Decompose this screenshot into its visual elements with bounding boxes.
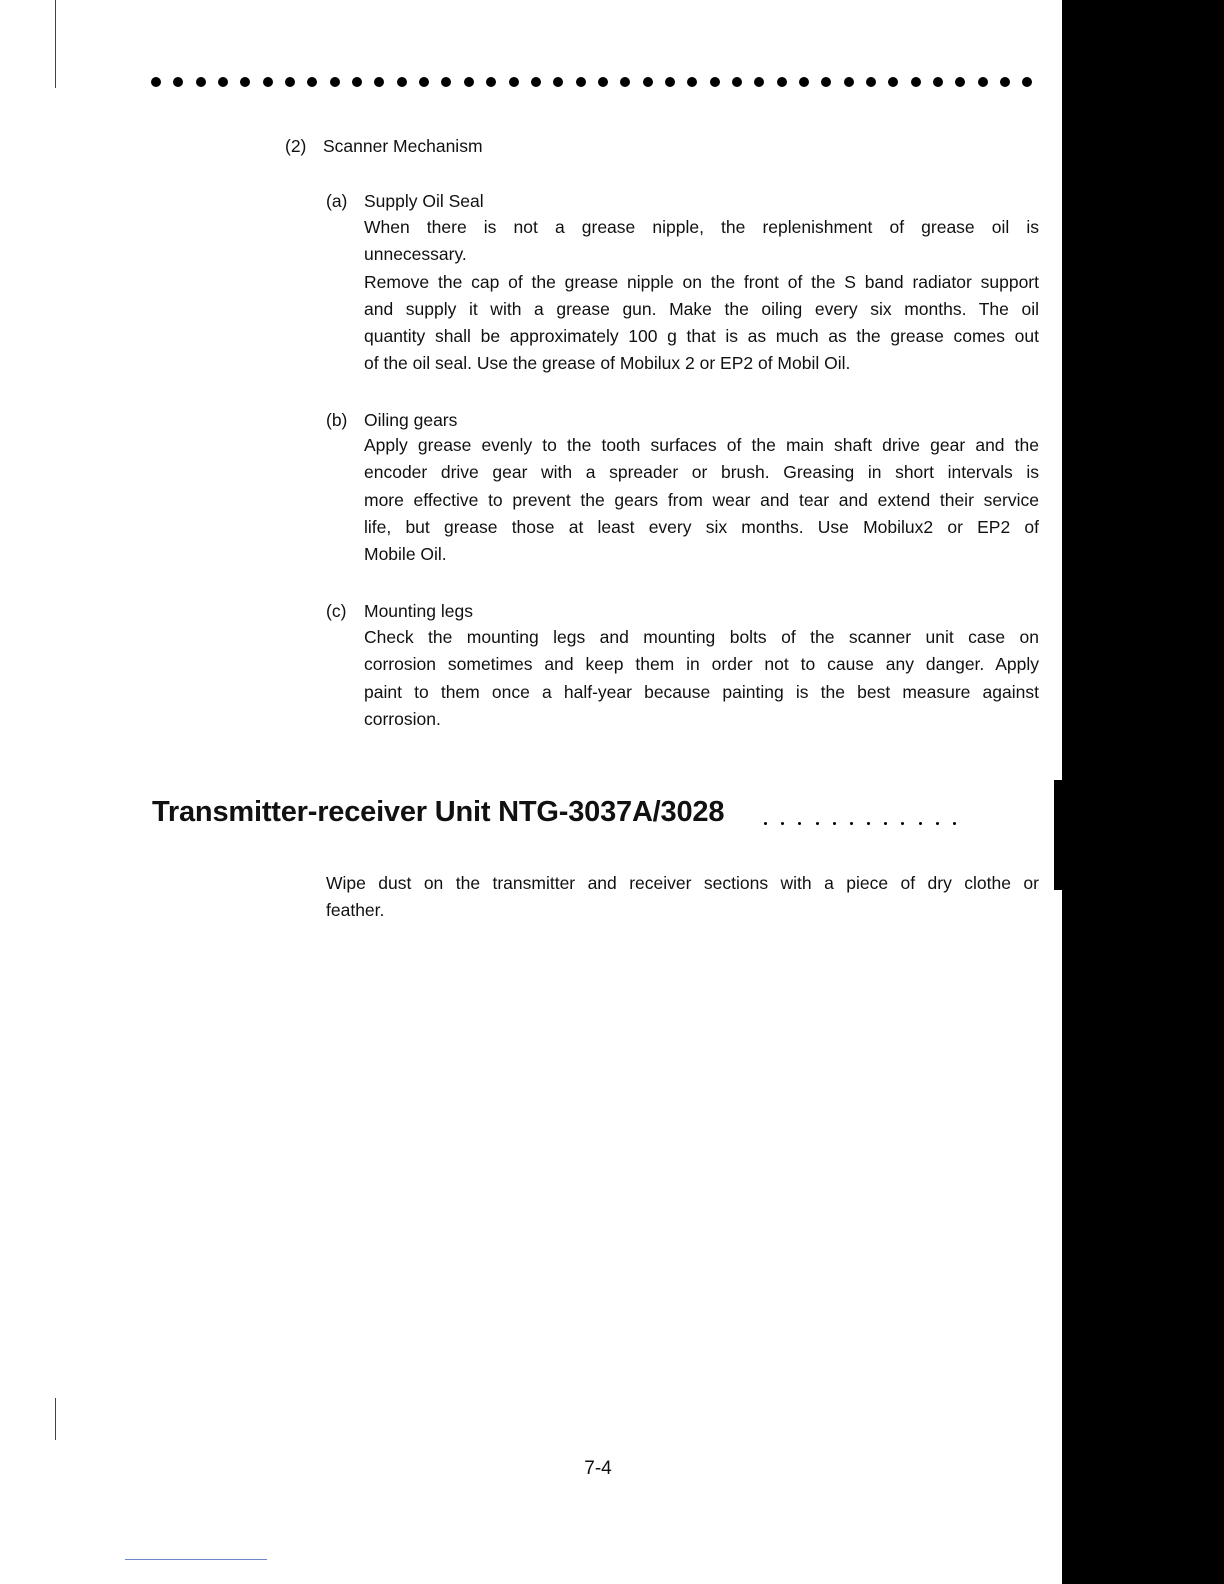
- heading-paragraph: [326, 870, 1039, 925]
- footer-rule: [125, 1559, 267, 1560]
- section-heading: Transmitter-receiver Unit NTG-3037A/3028: [152, 796, 725, 828]
- item-label: (a): [326, 191, 348, 211]
- margin-mark-bottom: [55, 1398, 56, 1440]
- item-paragraph: [364, 624, 1039, 733]
- paragraph-line: Check the mounting legs and mounting bolts of the scanner unit case on: [364, 627, 1039, 647]
- paragraph-line: feather.: [326, 900, 385, 921]
- page-number: 7-4: [584, 1458, 612, 1479]
- item-label: (c): [326, 601, 347, 621]
- paragraph-line: Apply grease evenly to the tooth surfaces of the main shaft drive gear and the: [364, 435, 1039, 455]
- paragraph-line: encoder drive gear with a spreader or brush. Greasing in short intervals is: [364, 462, 1039, 483]
- scan-edge-bar: [1062, 0, 1224, 1584]
- paragraph-line: unnecessary.: [364, 244, 467, 265]
- item-paragraph: [364, 214, 1039, 378]
- paragraph-line: Wipe dust on the transmitter and receiver sections with a piece of dry clothe or: [326, 873, 1039, 893]
- item-paragraph: [364, 432, 1039, 568]
- section-title: Scanner Mechanism: [323, 136, 483, 156]
- paragraph-line: life, but grease those at least every six months. Use Mobilux2 or EP2 of: [364, 516, 1039, 537]
- paragraph-line: corrosion sometimes and keep them in order not to cause any danger. Apply: [364, 654, 1039, 675]
- header-dot-row: [151, 76, 1033, 88]
- item-title: Mounting legs: [364, 601, 473, 621]
- item-title: Oiling gears: [364, 410, 458, 430]
- heading-leader-dots: [764, 800, 956, 830]
- item-label: (b): [326, 410, 348, 430]
- section-number: (2): [285, 136, 307, 156]
- chapter-tab-marker: [1054, 780, 1066, 890]
- paragraph-line: more effective to prevent the gears from wear and tear and extend their service: [364, 489, 1039, 510]
- paragraph-line: quantity shall be approximately 100 g that is as much as the grease comes out: [364, 326, 1039, 347]
- paragraph-line: When there is not a grease nipple, the replenishment of grease oil is: [364, 217, 1039, 237]
- paragraph-line: Remove the cap of the grease nipple on the front of the S band radiator support: [364, 271, 1039, 292]
- paragraph-line: corrosion.: [364, 708, 441, 729]
- paragraph-line: paint to them once a half-year because painting is the best measure against: [364, 681, 1039, 702]
- paragraph-line: of the oil seal. Use the grease of Mobilux 2 or EP2 of Mobil Oil.: [364, 353, 851, 374]
- paragraph-line: Mobile Oil.: [364, 544, 447, 565]
- margin-mark-top: [55, 0, 56, 88]
- paragraph-line: and supply it with a grease gun. Make the oiling every six months. The oil: [364, 298, 1039, 319]
- item-title: Supply Oil Seal: [364, 191, 484, 211]
